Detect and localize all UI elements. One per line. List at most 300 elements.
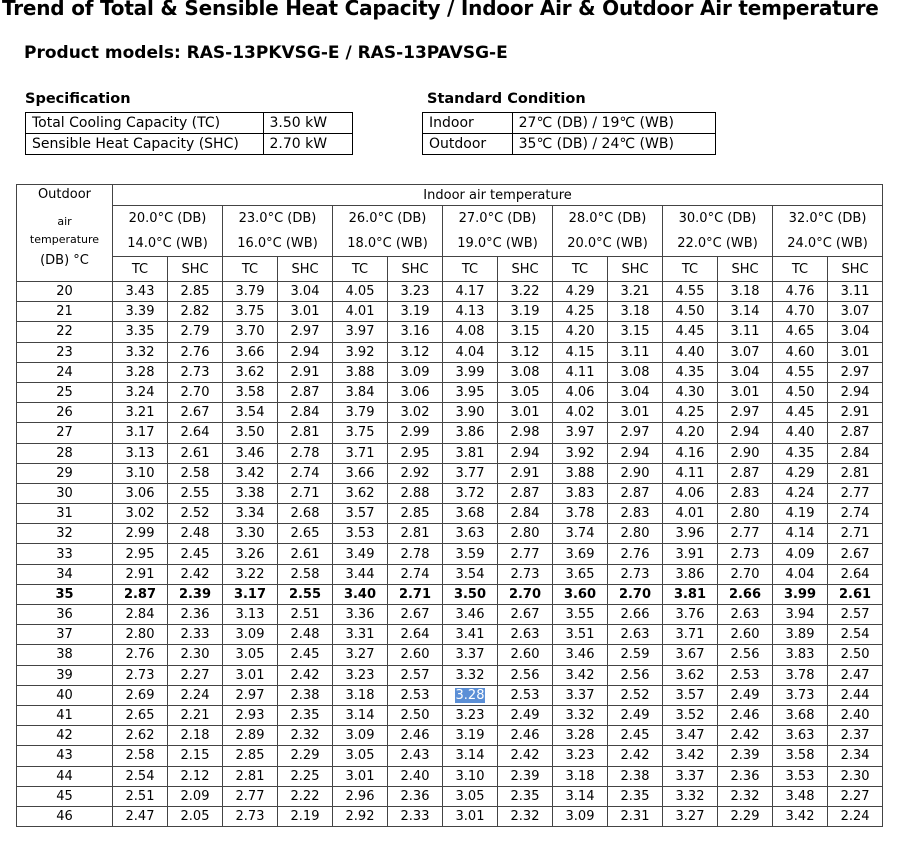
shc-cell: 2.35 (608, 786, 663, 806)
indoor-header: Indoor air temperature (113, 185, 883, 206)
tc-cell: 4.50 (663, 302, 718, 322)
table-row (17, 282, 883, 302)
tc-cell: 3.18 (333, 685, 388, 705)
tc-cell: 2.73 (223, 806, 278, 826)
shc-cell: 3.08 (608, 362, 663, 382)
tc-cell: 3.91 (663, 544, 718, 564)
header-row (17, 206, 883, 232)
tc-cell: 3.37 (443, 645, 498, 665)
tc-cell: 2.58 (113, 746, 168, 766)
shc-cell: 2.81 (828, 463, 883, 483)
header-row (17, 257, 883, 282)
shc-cell: 2.21 (168, 705, 223, 725)
shc-cell: 2.91 (828, 403, 883, 423)
shc-column-header: SHC (168, 257, 223, 282)
tc-cell: 3.42 (773, 806, 828, 826)
tc-cell: 3.32 (443, 665, 498, 685)
tc-cell: 3.55 (553, 605, 608, 625)
shc-cell: 2.70 (608, 584, 663, 604)
tc-cell: 3.67 (663, 645, 718, 665)
shc-cell: 2.42 (498, 746, 553, 766)
shc-cell: 2.32 (278, 726, 333, 746)
outdoor-temp-cell: 34 (17, 564, 113, 584)
shc-cell: 2.84 (828, 443, 883, 463)
shc-cell: 2.18 (168, 726, 223, 746)
tc-cell: 4.11 (553, 362, 608, 382)
shc-cell: 2.48 (168, 524, 223, 544)
outdoor-header-line: Outdoor (37, 187, 92, 202)
indoor-db-header: 28.0°C (DB) (553, 206, 663, 232)
shc-cell: 2.67 (168, 403, 223, 423)
condition-label: Indoor (423, 113, 513, 134)
tc-cell: 3.10 (443, 766, 498, 786)
tc-cell: 4.50 (773, 382, 828, 402)
outdoor-temp-cell: 21 (17, 302, 113, 322)
shc-cell: 2.50 (388, 705, 443, 725)
tc-cell: 3.58 (773, 746, 828, 766)
outdoor-temp-cell: 45 (17, 786, 113, 806)
shc-cell: 2.24 (828, 806, 883, 826)
tc-cell: 3.35 (113, 322, 168, 342)
tc-cell: 3.58 (223, 382, 278, 402)
tc-cell: 3.31 (333, 625, 388, 645)
tc-cell: 3.43 (113, 282, 168, 302)
shc-cell: 2.67 (828, 544, 883, 564)
tc-cell: 4.35 (773, 443, 828, 463)
tc-cell: 3.37 (553, 685, 608, 705)
shc-column-header: SHC (828, 257, 883, 282)
shc-cell: 2.49 (718, 685, 773, 705)
outdoor-temp-cell: 22 (17, 322, 113, 342)
shc-cell: 2.35 (278, 705, 333, 725)
tc-cell: 2.89 (223, 726, 278, 746)
shc-cell: 2.30 (828, 766, 883, 786)
shc-cell: 2.40 (388, 766, 443, 786)
shc-cell: 2.77 (498, 544, 553, 564)
tc-cell: 3.36 (333, 605, 388, 625)
shc-column-header: SHC (608, 257, 663, 282)
shc-cell: 2.52 (168, 504, 223, 524)
outdoor-header-line: air (57, 215, 72, 228)
shc-cell: 2.46 (718, 705, 773, 725)
shc-cell: 2.36 (388, 786, 443, 806)
shc-cell: 2.50 (828, 645, 883, 665)
tc-cell: 4.06 (553, 382, 608, 402)
shc-cell: 2.70 (718, 564, 773, 584)
tc-cell: 3.53 (333, 524, 388, 544)
tc-cell: 3.86 (443, 423, 498, 443)
shc-column-header: SHC (718, 257, 773, 282)
tc-cell: 3.01 (443, 806, 498, 826)
tc-cell: 4.16 (663, 443, 718, 463)
tc-cell: 3.19 (443, 726, 498, 746)
tc-cell: 2.51 (113, 786, 168, 806)
tc-cell: 3.01 (333, 766, 388, 786)
shc-column-header: SHC (388, 257, 443, 282)
shc-cell: 2.55 (168, 483, 223, 503)
table-row (17, 504, 883, 524)
shc-cell: 3.04 (718, 362, 773, 382)
spec-row (26, 134, 353, 155)
tc-cell: 2.73 (113, 665, 168, 685)
shc-column-header: SHC (498, 257, 553, 282)
shc-cell: 2.35 (498, 786, 553, 806)
shc-cell: 2.32 (718, 786, 773, 806)
shc-cell: 2.15 (168, 746, 223, 766)
shc-cell: 2.87 (498, 483, 553, 503)
outdoor-temp-cell: 25 (17, 382, 113, 402)
shc-cell: 2.97 (608, 423, 663, 443)
tc-cell: 4.25 (553, 302, 608, 322)
shc-cell: 3.01 (498, 403, 553, 423)
table-row (17, 705, 883, 725)
table-row (17, 423, 883, 443)
indoor-db-header: 32.0°C (DB) (773, 206, 883, 232)
shc-cell: 3.15 (608, 322, 663, 342)
shc-cell: 2.58 (278, 564, 333, 584)
shc-cell: 2.79 (168, 322, 223, 342)
tc-cell: 3.46 (443, 605, 498, 625)
outdoor-temp-cell: 27 (17, 423, 113, 443)
outdoor-temp-cell: 33 (17, 544, 113, 564)
tc-cell: 3.97 (553, 423, 608, 443)
shc-cell: 2.51 (278, 605, 333, 625)
tc-cell: 3.09 (553, 806, 608, 826)
shc-cell: 2.05 (168, 806, 223, 826)
tc-cell: 4.55 (773, 362, 828, 382)
shc-cell: 3.01 (278, 302, 333, 322)
tc-cell: 4.65 (773, 322, 828, 342)
shc-cell: 2.92 (388, 463, 443, 483)
outdoor-temp-cell: 24 (17, 362, 113, 382)
tc-cell: 3.62 (663, 665, 718, 685)
indoor-wb-header: 24.0°C (WB) (773, 231, 883, 257)
shc-cell: 2.99 (388, 423, 443, 443)
table-row (17, 403, 883, 423)
tc-cell: 3.47 (663, 726, 718, 746)
tc-cell: 2.47 (113, 806, 168, 826)
shc-cell: 2.60 (498, 645, 553, 665)
shc-cell: 2.45 (278, 645, 333, 665)
shc-cell: 2.87 (608, 483, 663, 503)
shc-cell: 2.39 (718, 746, 773, 766)
tc-cell: 2.99 (113, 524, 168, 544)
shc-cell: 2.49 (608, 705, 663, 725)
shc-cell: 2.73 (168, 362, 223, 382)
tc-cell: 3.10 (113, 463, 168, 483)
shc-cell: 3.01 (828, 342, 883, 362)
shc-cell: 3.04 (828, 322, 883, 342)
outdoor-temp-cell: 29 (17, 463, 113, 483)
table-row (17, 382, 883, 402)
tc-cell: 3.24 (113, 382, 168, 402)
outdoor-temp-cell: 37 (17, 625, 113, 645)
tc-cell: 3.68 (443, 504, 498, 524)
tc-cell: 3.21 (113, 403, 168, 423)
outdoor-temp-cell: 35 (17, 584, 113, 604)
shc-cell: 2.73 (608, 564, 663, 584)
tc-cell: 3.28 (113, 362, 168, 382)
tc-cell: 3.13 (113, 443, 168, 463)
tc-cell: 3.27 (663, 806, 718, 826)
tc-cell: 3.70 (223, 322, 278, 342)
tc-cell: 3.79 (223, 282, 278, 302)
tc-cell: 4.06 (663, 483, 718, 503)
tc-cell: 3.18 (553, 766, 608, 786)
tc-cell: 3.27 (333, 645, 388, 665)
shc-cell: 3.07 (718, 342, 773, 362)
shc-cell: 2.25 (278, 766, 333, 786)
tc-cell: 2.80 (113, 625, 168, 645)
tc-cell: 4.45 (773, 403, 828, 423)
shc-cell: 2.80 (608, 524, 663, 544)
condition-value: 35℃ (DB) / 24℃ (WB) (512, 134, 715, 155)
table-row (17, 605, 883, 625)
tc-cell: 3.78 (553, 504, 608, 524)
tc-cell: 3.51 (553, 625, 608, 645)
tc-cell: 3.09 (223, 625, 278, 645)
table-row (17, 685, 883, 705)
shc-cell: 2.88 (388, 483, 443, 503)
shc-cell: 2.64 (168, 423, 223, 443)
shc-cell: 2.56 (718, 645, 773, 665)
tc-cell: 4.02 (553, 403, 608, 423)
tc-cell: 4.45 (663, 322, 718, 342)
table-row (17, 544, 883, 564)
selected-value: 3.28 (455, 687, 485, 703)
indoor-wb-header: 19.0°C (WB) (443, 231, 553, 257)
table-row (17, 625, 883, 645)
tc-cell: 4.76 (773, 282, 828, 302)
tc-cell: 3.60 (553, 584, 608, 604)
tc-cell: 3.92 (553, 443, 608, 463)
tc-cell: 3.17 (223, 584, 278, 604)
tc-cell: 3.23 (553, 746, 608, 766)
shc-cell: 2.68 (278, 504, 333, 524)
tc-cell: 3.42 (663, 746, 718, 766)
product-models: Product models: RAS-13PKVSG-E / RAS-13PAVSG-E (24, 43, 508, 63)
tc-column-header: TC (553, 257, 608, 282)
shc-cell: 2.84 (498, 504, 553, 524)
tc-cell: 3.40 (333, 584, 388, 604)
shc-cell: 3.01 (718, 382, 773, 402)
outdoor-temp-cell: 46 (17, 806, 113, 826)
shc-cell: 2.33 (168, 625, 223, 645)
shc-cell: 3.11 (718, 322, 773, 342)
tc-cell: 3.57 (333, 504, 388, 524)
shc-cell: 2.74 (828, 504, 883, 524)
tc-column-header: TC (113, 257, 168, 282)
tc-cell: 3.30 (223, 524, 278, 544)
tc-cell: 2.85 (223, 746, 278, 766)
shc-cell: 2.73 (498, 564, 553, 584)
condition-row (423, 134, 716, 155)
tc-cell: 2.69 (113, 685, 168, 705)
shc-cell: 2.61 (828, 584, 883, 604)
tc-cell: 3.68 (773, 705, 828, 725)
tc-cell: 3.52 (663, 705, 718, 725)
table-row (17, 564, 883, 584)
indoor-db-header: 30.0°C (DB) (663, 206, 773, 232)
tc-cell: 3.75 (333, 423, 388, 443)
tc-cell: 4.11 (663, 463, 718, 483)
condition-label: Outdoor (423, 134, 513, 155)
shc-cell: 2.64 (828, 564, 883, 584)
outdoor-temp-cell: 42 (17, 726, 113, 746)
shc-cell: 2.87 (718, 463, 773, 483)
table-row (17, 786, 883, 806)
indoor-db-header: 23.0°C (DB) (223, 206, 333, 232)
tc-cell: 3.97 (333, 322, 388, 342)
shc-cell: 2.09 (168, 786, 223, 806)
outdoor-header-line: (DB) °C (40, 253, 89, 268)
indoor-wb-header: 16.0°C (WB) (223, 231, 333, 257)
shc-cell: 2.94 (718, 423, 773, 443)
tc-cell: 2.62 (113, 726, 168, 746)
table-row (17, 665, 883, 685)
table-row (17, 302, 883, 322)
table-row (17, 322, 883, 342)
tc-cell: 2.84 (113, 605, 168, 625)
outdoor-temp-cell: 20 (17, 282, 113, 302)
tc-cell: 3.09 (333, 726, 388, 746)
tc-cell: 4.40 (663, 342, 718, 362)
tc-cell: 3.75 (223, 302, 278, 322)
shc-cell: 2.38 (278, 685, 333, 705)
tc-cell: 3.41 (443, 625, 498, 645)
shc-cell: 2.97 (278, 322, 333, 342)
table-row (17, 483, 883, 503)
table-row (17, 726, 883, 746)
tc-cell: 4.04 (443, 342, 498, 362)
shc-cell: 3.19 (388, 302, 443, 322)
shc-cell: 2.80 (498, 524, 553, 544)
tc-cell: 3.05 (443, 786, 498, 806)
tc-cell: 2.93 (223, 705, 278, 725)
tc-cell: 3.48 (773, 786, 828, 806)
tc-cell: 3.76 (663, 605, 718, 625)
shc-cell: 3.01 (608, 403, 663, 423)
tc-cell: 3.53 (773, 766, 828, 786)
tc-cell: 3.89 (773, 625, 828, 645)
table-row (17, 524, 883, 544)
tc-cell: 3.13 (223, 605, 278, 625)
shc-cell: 2.42 (168, 564, 223, 584)
shc-cell: 2.63 (718, 605, 773, 625)
shc-cell: 2.37 (828, 726, 883, 746)
shc-cell: 2.90 (608, 463, 663, 483)
indoor-db-header: 20.0°C (DB) (113, 206, 223, 232)
tc-cell: 4.04 (773, 564, 828, 584)
tc-cell: 3.77 (443, 463, 498, 483)
capacity-table (16, 184, 883, 827)
tc-cell: 2.77 (223, 786, 278, 806)
shc-cell: 2.60 (388, 645, 443, 665)
shc-cell: 3.09 (388, 362, 443, 382)
shc-cell: 2.70 (498, 584, 553, 604)
shc-cell: 2.66 (608, 605, 663, 625)
tc-cell: 4.60 (773, 342, 828, 362)
tc-cell: 3.65 (553, 564, 608, 584)
tc-cell: 3.81 (443, 443, 498, 463)
tc-cell: 3.78 (773, 665, 828, 685)
shc-cell: 3.18 (608, 302, 663, 322)
shc-cell: 2.42 (718, 726, 773, 746)
shc-cell: 2.78 (388, 544, 443, 564)
tc-cell: 4.17 (443, 282, 498, 302)
shc-cell: 2.48 (278, 625, 333, 645)
shc-cell: 2.29 (718, 806, 773, 826)
tc-cell: 3.32 (663, 786, 718, 806)
tc-cell: 3.46 (223, 443, 278, 463)
shc-column-header: SHC (278, 257, 333, 282)
shc-cell: 2.39 (498, 766, 553, 786)
tc-cell: 3.14 (443, 746, 498, 766)
tc-cell: 3.71 (333, 443, 388, 463)
shc-cell: 3.14 (718, 302, 773, 322)
shc-cell: 2.85 (388, 504, 443, 524)
shc-cell: 2.90 (718, 443, 773, 463)
tc-cell: 3.90 (443, 403, 498, 423)
tc-cell: 4.19 (773, 504, 828, 524)
shc-cell: 2.34 (828, 746, 883, 766)
outdoor-temp-cell: 28 (17, 443, 113, 463)
shc-cell: 2.67 (498, 605, 553, 625)
shc-cell: 3.07 (828, 302, 883, 322)
tc-cell: 4.55 (663, 282, 718, 302)
shc-cell: 2.45 (608, 726, 663, 746)
tc-cell: 4.29 (553, 282, 608, 302)
tc-cell: 3.49 (333, 544, 388, 564)
shc-cell: 2.94 (278, 342, 333, 362)
outdoor-temp-cell: 26 (17, 403, 113, 423)
tc-cell: 2.96 (333, 786, 388, 806)
tc-cell: 3.69 (553, 544, 608, 564)
outdoor-temp-cell: 44 (17, 766, 113, 786)
shc-cell: 3.15 (498, 322, 553, 342)
tc-cell: 3.42 (223, 463, 278, 483)
shc-cell: 3.22 (498, 282, 553, 302)
shc-cell: 2.97 (828, 362, 883, 382)
shc-cell: 3.23 (388, 282, 443, 302)
outdoor-temp-cell: 23 (17, 342, 113, 362)
shc-cell: 2.94 (828, 382, 883, 402)
shc-cell: 2.76 (168, 342, 223, 362)
specification-table (25, 112, 353, 155)
shc-cell: 2.19 (278, 806, 333, 826)
tc-column-header: TC (443, 257, 498, 282)
shc-cell: 2.63 (608, 625, 663, 645)
shc-cell: 2.27 (168, 665, 223, 685)
indoor-db-header: 26.0°C (DB) (333, 206, 443, 232)
table-row (17, 342, 883, 362)
shc-cell: 2.43 (388, 746, 443, 766)
tc-cell: 2.87 (113, 584, 168, 604)
outdoor-header (17, 185, 113, 282)
tc-cell: 2.91 (113, 564, 168, 584)
shc-cell: 3.16 (388, 322, 443, 342)
tc-cell: 3.05 (223, 645, 278, 665)
shc-cell: 2.30 (168, 645, 223, 665)
shc-cell: 3.11 (828, 282, 883, 302)
shc-cell: 2.87 (828, 423, 883, 443)
tc-cell: 3.14 (333, 705, 388, 725)
tc-cell: 4.01 (333, 302, 388, 322)
shc-cell: 2.58 (168, 463, 223, 483)
shc-cell: 2.27 (828, 786, 883, 806)
tc-cell: 4.20 (663, 423, 718, 443)
shc-cell: 2.57 (828, 605, 883, 625)
